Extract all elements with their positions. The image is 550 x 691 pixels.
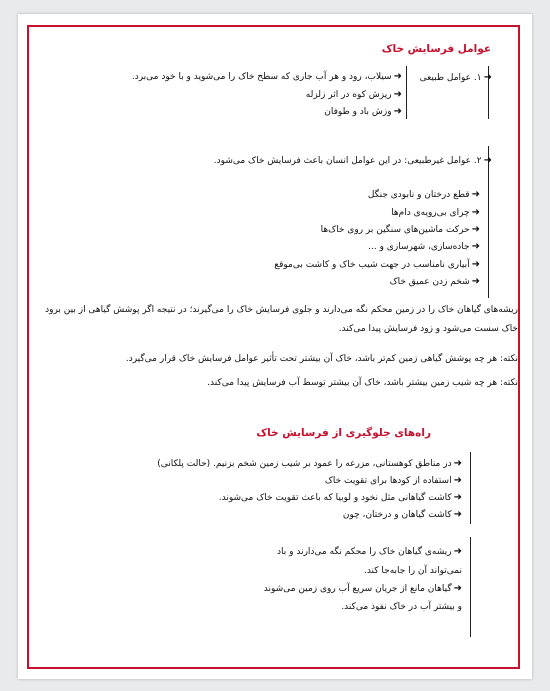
sub-item-2-line-1: ➜گیاهان مانع از جریان سریع آب روی زمین می‌شوند xyxy=(263,583,462,594)
human-item-4: ➜جاده‌سازی، شهرسازی و ... xyxy=(368,241,480,252)
prevention-item-3: ➜کاشت گیاهانی مثل نخود و لوبیا که باعث تقویت خاک می‌شوند. xyxy=(218,492,462,503)
note-vegetation: نکته: هر چه پوشش گیاهی زمین کم‌تر باشد، خاک آن بیشتر تحت تأثیر عوامل فرسایش خاک قرار می‌گیرد. xyxy=(125,354,518,364)
bracket-line-human xyxy=(488,146,489,298)
roots-paragraph: ریشه‌های گیاهان خاک را در زمین محکم نگه می‌دارند و جلوی فرسایش خاک را می‌گیرند؛ در نتیجه اگر پوشش گیاهی از بین برود خاک سست می‌شود و زود فرسایش پیدا می‌کند. xyxy=(45,305,518,334)
sub-item-2-line-2: و بیشتر آب در خاک نفوذ می‌کند. xyxy=(341,602,462,612)
arrow-left-icon: ➜ xyxy=(483,72,492,83)
prevention-item-1: ➜در مناطق کوهستانی، مزرعه را عمود بر شیب زمین شخم بزنیم. (حالت پلکانی) xyxy=(157,458,462,469)
natural-item-1: ➜سیلاب، رود و هر آب جاری که سطح خاک را می‌شوید و با خود می‌برد. xyxy=(131,71,402,82)
natural-factors-label: ➜۱. عوامل طبیعی xyxy=(419,72,492,83)
prevention-item-4: ➜کاشت گیاهان و درختان، چون xyxy=(342,509,462,520)
arrow-left-icon: ➜ xyxy=(471,259,480,270)
arrow-left-icon: ➜ xyxy=(471,276,480,287)
section-title-erosion-factors: عوامل فرسایش خاک xyxy=(381,43,491,55)
arrow-left-icon: ➜ xyxy=(471,224,480,235)
arrow-left-icon: ➜ xyxy=(453,458,462,469)
section-title-prevention: راه‌های جلوگیری از فرسایش خاک xyxy=(256,427,431,439)
arrow-left-icon: ➜ xyxy=(393,106,402,117)
note-slope: نکته: هر چه شیب زمین بیشتر باشد، خاک آن بیشتر توسط آب فرسایش پیدا می‌کند. xyxy=(207,378,518,388)
prevention-item-2: ➜استفاده از کودها برای تقویت خاک xyxy=(324,475,462,486)
arrow-left-icon: ➜ xyxy=(453,492,462,503)
sub-item-1-line-1: ➜ریشه‌ی گیاهان خاک را محکم نگه می‌دارند و باد xyxy=(277,546,462,557)
arrow-left-icon: ➜ xyxy=(471,241,480,252)
sub-item-1-line-2: نمی‌تواند آن را جابه‌جا کند. xyxy=(363,566,462,576)
natural-item-3: ➜وزش باد و طوفان xyxy=(324,106,402,117)
human-item-5: ➜آبیاری نامناسب در جهت شیب خاک و کاشت بی‌موقع xyxy=(274,259,480,270)
human-factors-label: ➜۲. عوامل غیرطبیعی: در این عوامل انسان باعث فرسایش خاک می‌شود. xyxy=(213,155,492,166)
natural-item-2: ➜ریزش کوه در اثر زلزله xyxy=(305,89,402,100)
human-item-2: ➜چرای بی‌رویه‌ی دام‌ها xyxy=(391,207,480,218)
human-item-6: ➜شخم زدن عمیق خاک xyxy=(389,276,480,287)
arrow-left-icon: ➜ xyxy=(393,89,402,100)
arrow-left-icon: ➜ xyxy=(453,509,462,520)
bracket-line-natural-items xyxy=(406,66,407,119)
arrow-left-icon: ➜ xyxy=(453,475,462,486)
arrow-left-icon: ➜ xyxy=(471,189,480,200)
human-item-1: ➜قطع درختان و نابودی جنگل xyxy=(367,189,480,200)
human-item-3: ➜حرکت ماشین‌های سنگین بر روی خاک‌ها xyxy=(320,224,480,235)
arrow-left-icon: ➜ xyxy=(393,71,402,82)
arrow-left-icon: ➜ xyxy=(453,546,462,557)
arrow-left-icon: ➜ xyxy=(483,155,492,166)
bracket-line-sub xyxy=(470,537,471,637)
arrow-left-icon: ➜ xyxy=(471,207,480,218)
arrow-left-icon: ➜ xyxy=(453,583,462,594)
bracket-line-prevention xyxy=(470,452,471,524)
